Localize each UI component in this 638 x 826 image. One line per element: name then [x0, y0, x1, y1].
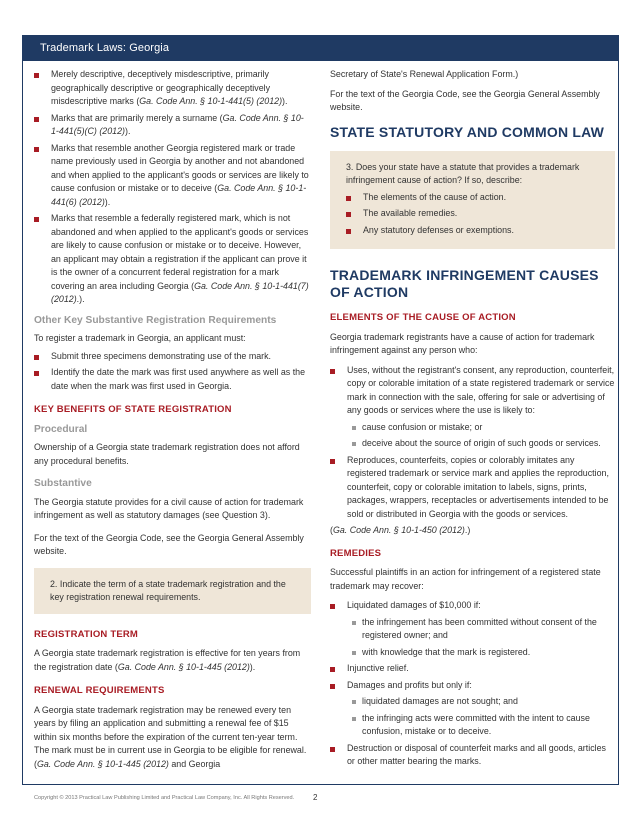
question-box [330, 151, 615, 250]
question-bullet-list [346, 191, 603, 238]
elements-citation: (Ga. Code Ann. § 10-1-450 (2012).) [330, 525, 471, 535]
copyright-text: Copyright © 2013 Practical Law Publishing Limited and Practical Law Company, Inc. All Rights Reserved. [34, 795, 295, 801]
list-item: Reproduces, counterfeits, copies or colorably imitates any registered trademark or service mark and applies the reproduction, counterfeit, copy or colorable imitation to labels, signs, prints, packages, wrappers, receptacles or advertisements intended to be sold or distributed in Georgia with the goods or services. [330, 454, 615, 522]
infringement-heading: TRADEMARK INFRINGEMENT CAUSES OF ACTION [330, 267, 599, 300]
statutory-heading: STATE STATUTORY AND COMMON LAW [330, 123, 605, 140]
substantive-heading: Substantive [34, 478, 92, 489]
header-bar [22, 35, 618, 61]
renewal-text: A Georgia state trademark registration may be renewed every ten years by filing an application and submitting a renewal fee of $15 within six months before the expiration of the current ten-year term. The mark must be in current use in Georgia to be eligible for renewal. (Ga. Code Ann. § 10-1-445 (2012) and Georgia [34, 704, 307, 769]
list-item: Merely descriptive, deceptively misdescriptive, primarily geographically descriptive or geographically deceptively misdescriptive marks (Ga. Code Ann. § 10-1-441(5) (2012)). [34, 68, 311, 109]
sub-list [347, 421, 615, 451]
substantive-text-2: For the text of the Georgia Code, see the Georgia General Assembly website. [34, 532, 304, 556]
right-column [330, 68, 615, 776]
list-item: Identify the date the mark was first used anywhere as well as the date when the mark was first used in Georgia. [34, 366, 311, 393]
procedural-text: Ownership of a Georgia state trademark registration does not afford any procedural benefits. [34, 442, 300, 466]
question-text: 2. Indicate the term of a state trademark registration and the key registration renewal requirements. [50, 578, 286, 602]
elements-list [330, 364, 615, 522]
list-item: cause confusion or mistake; or [347, 421, 615, 435]
registration-term-heading: REGISTRATION TERM [34, 628, 139, 640]
remedies-list [330, 599, 615, 769]
intro-bullet-list [34, 68, 311, 307]
question-text: 3. Does your state have a statute that provides a trademark infringement cause of action? If so, describe: [346, 161, 580, 185]
sub-list [347, 616, 615, 660]
list-item: Liquidated damages of $10,000 if: the infringement has been committed without consent of the registered owner; and with knowledge that the mark is registered. [330, 599, 615, 659]
procedural-heading: Procedural [34, 423, 88, 435]
registration-term-text: A Georgia state trademark registration is effective for ten years from the registration date (Ga. Code Ann. § 10-1-445 (2012)). [34, 648, 301, 672]
list-item: The elements of the cause of action. [346, 191, 603, 205]
left-column [34, 68, 311, 780]
list-item: Injunctive relief. [330, 662, 615, 676]
sub-list [347, 695, 615, 739]
list-item: with knowledge that the mark is registered. [347, 646, 615, 660]
list-item: Destruction or disposal of counterfeit marks and all goods, articles or other matter bearing the marks. [330, 742, 615, 769]
elements-intro: Georgia trademark registrants have a cause of action for trademark infringement against any person who: [330, 331, 595, 355]
list-item: Marks that are primarily merely a surname (Ga. Code Ann. § 10-1-441(5)(C) (2012)). [34, 112, 311, 139]
list-item: Any statutory defenses or exemptions. [346, 224, 603, 238]
list-item: Damages and profits but only if: liquidated damages are not sought; and the infringing acts were committed with the intent to cause confusion, mistake or to deceive. [330, 679, 615, 739]
other-requirements-intro: To register a trademark in Georgia, an applicant must: [34, 333, 246, 343]
list-item: Marks that resemble a federally registered mark, which is not abandoned and when applied to the applicant's goods or services are likely to cause confusion or mistake or to deceive. However, an applicant may obtain a registration if the applicant can prove it is the owner of a concurrent federal registration for a mark covering an area including Georgia (Ga. Code Ann. § 10-1-441(7) (2012).). [34, 212, 311, 307]
list-item: Marks that resemble another Georgia registered mark or trade name previously used in Georgia by another and not abandoned and when applied to the applicant's goods or services are likely to cause confusion or mistake or to deceive (Ga. Code Ann. § 10-1-441(6) (2012)). [34, 142, 311, 210]
question-box [34, 568, 311, 614]
header-title: Trademark Laws: Georgia [40, 42, 170, 54]
list-item: Uses, without the registrant's consent, any reproduction, counterfeit, copy or colorable imitation of a state registered trademark or service mark in connection with the sale, offering for sale or advertising of any goods or services where the use is likely to: cause confusion or mistake; or deceive about the source of origin of such goods or services. [330, 364, 615, 451]
list-item: the infringement has been committed without consent of the registered owner; and [347, 616, 615, 643]
list-item: The available remedies. [346, 207, 603, 221]
benefits-heading: KEY BENEFITS OF STATE REGISTRATION [34, 404, 232, 415]
continued-text: Secretary of State's Renewal Application Form.) [330, 69, 519, 79]
renewal-heading: RENEWAL REQUIREMENTS [34, 685, 165, 696]
list-item: deceive about the source of origin of such goods or services. [347, 437, 615, 451]
georgia-code-text: For the text of the Georgia Code, see the Georgia General Assembly website. [330, 88, 600, 112]
list-item: Submit three specimens demonstrating use of the mark. [34, 350, 311, 364]
substantive-text: The Georgia statute provides for a civil cause of action for trademark infringement as well as statutory damages (see Question 3). [34, 496, 304, 520]
list-item: liquidated damages are not sought; and [347, 695, 615, 709]
remedies-intro: Successful plaintiffs in an action for infringement of a registered state trademark may recover: [330, 567, 601, 591]
list-item: the infringing acts were committed with the intent to cause confusion, mistake or to deceive. [347, 712, 615, 739]
other-requirements-heading: Other Key Substantive Registration Requirements [34, 314, 277, 326]
page-number: 2 [313, 793, 318, 802]
other-requirements-list [34, 350, 311, 394]
remedies-heading: REMEDIES [330, 547, 382, 559]
elements-heading: ELEMENTS OF THE CAUSE OF ACTION [330, 312, 516, 323]
